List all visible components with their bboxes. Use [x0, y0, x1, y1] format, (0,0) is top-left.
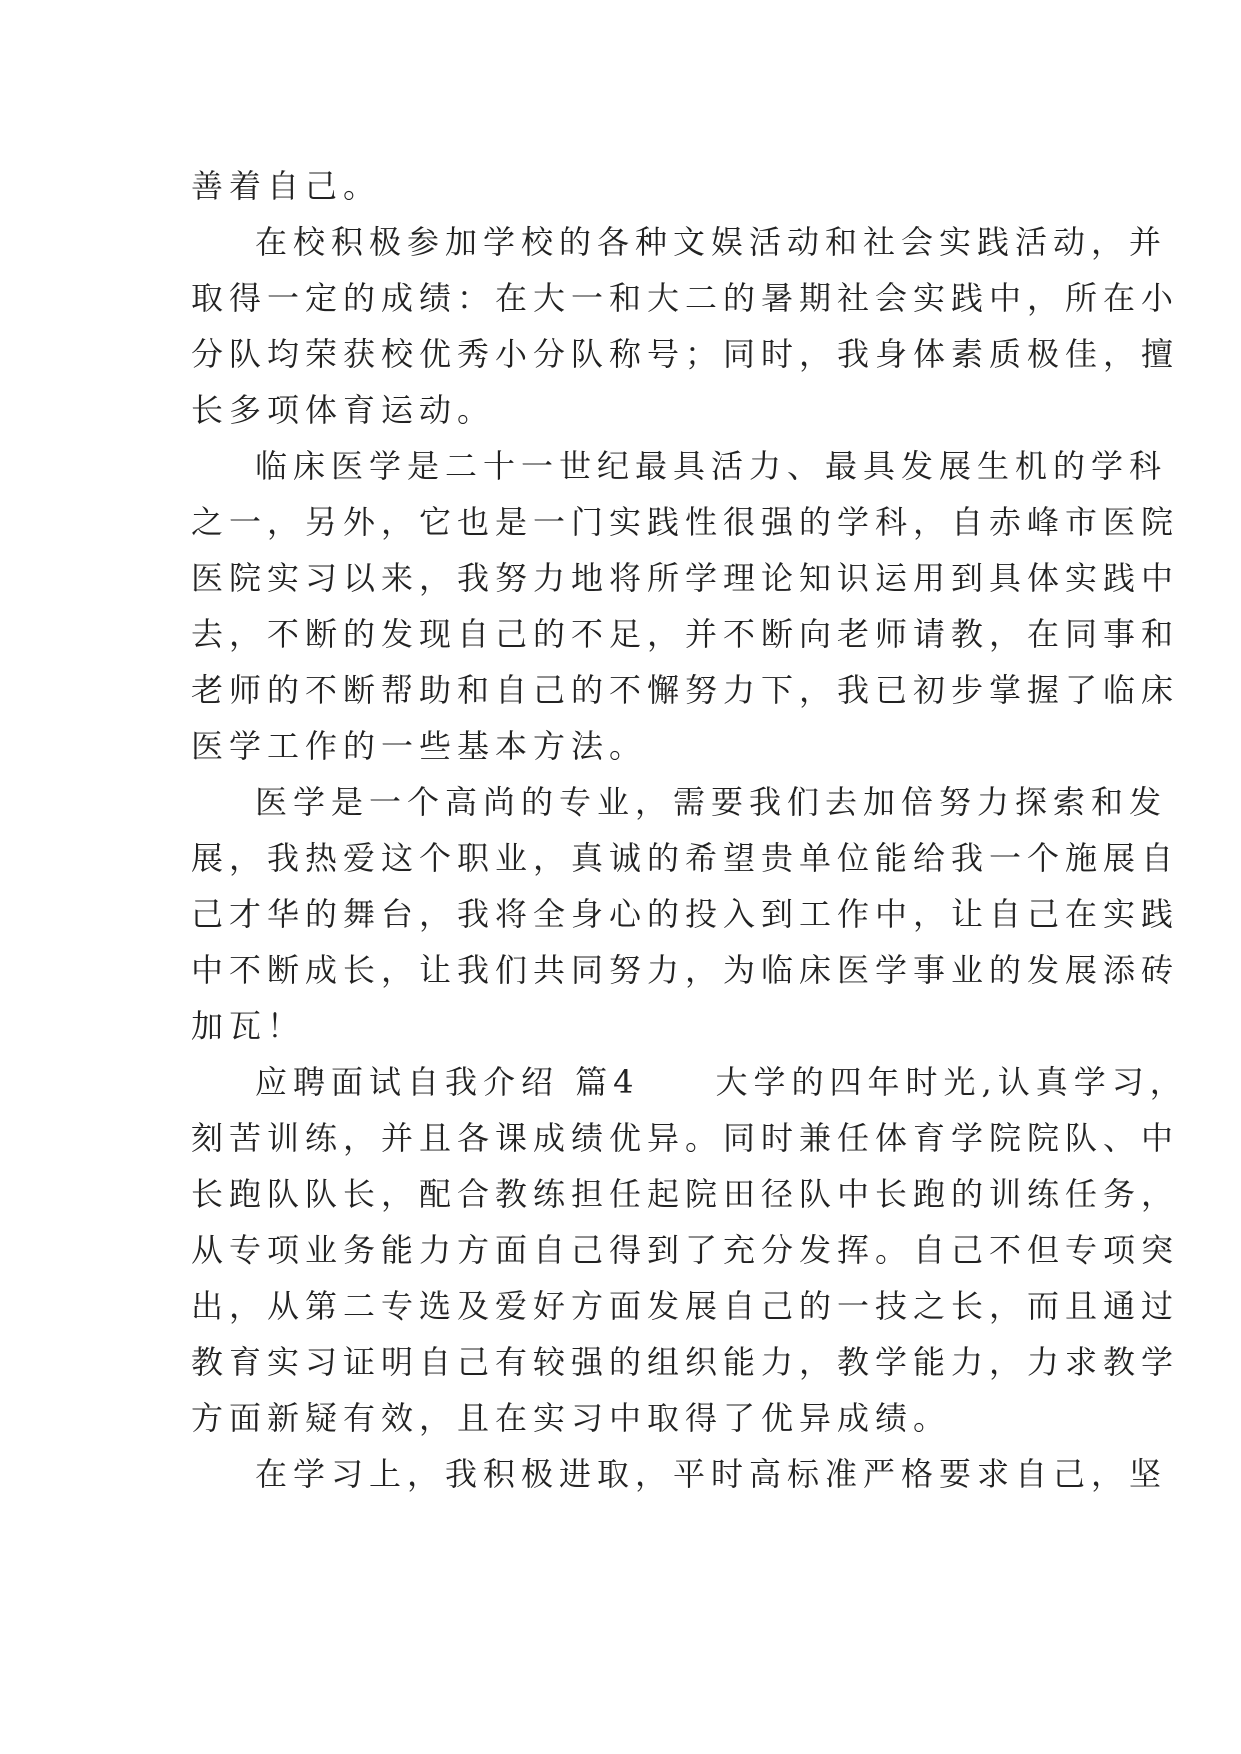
text-line: 医院实习以来，我努力地将所学理论知识运用到具体实践中	[191, 559, 1180, 597]
text-line: 展，我热爱这个职业，真诚的希望贵单位能给我一个施展自	[191, 839, 1180, 877]
text-line: 取得一定的成绩：在大一和大二的暑期社会实践中，所在小	[191, 279, 1180, 317]
text-line: 在学习上，我积极进取，平时高标准严格要求自己，坚	[255, 1455, 1168, 1493]
text-line: 长跑队队长，配合教练担任起院田径队中长跑的训练任务，	[191, 1175, 1180, 1213]
text-line: 从专项业务能力方面自己得到了充分发挥。自己不但专项突	[191, 1231, 1180, 1269]
text-line: 出，从第二专选及爱好方面发展自己的一技之长，而且通过	[191, 1287, 1180, 1325]
text-line: 老师的不断帮助和自己的不懈努力下，我已初步掌握了临床	[191, 671, 1180, 709]
text-line: 临床医学是二十一世纪最具活力、最具发展生机的学科	[255, 447, 1168, 485]
text-line: 刻苦训练，并且各课成绩优异。同时兼任体育学院院队、中	[191, 1119, 1180, 1157]
text-line: 己才华的舞台，我将全身心的投入到工作中，让自己在实践	[191, 895, 1180, 933]
text-line: 教育实习证明自己有较强的组织能力，教学能力，力求教学	[191, 1343, 1180, 1381]
text-line: 方面新疑有效，且在实习中取得了优异成绩。	[191, 1399, 952, 1437]
text-line: 去，不断的发现自己的不足，并不断向老师请教，在同事和	[191, 615, 1180, 653]
text-line: 在校积极参加学校的各种文娱活动和社会实践活动，并	[255, 223, 1168, 261]
text-line: 医学工作的一些基本方法。	[191, 727, 648, 765]
text-line: 长多项体育运动。	[191, 391, 496, 429]
text-line: 医学是一个高尚的专业，需要我们去加倍努力探索和发	[255, 783, 1168, 821]
text-line: 善着自己。	[191, 167, 382, 205]
text-line: 分队均荣获校优秀小分队称号；同时，我身体素质极佳，擅	[191, 335, 1180, 373]
text-line: 加瓦！	[191, 1007, 306, 1045]
text-line: 中不断成长，让我们共同努力，为临床医学事业的发展添砖	[191, 951, 1180, 989]
section-heading-line: 应聘面试自我介绍 篇4 大学的四年时光,认真学习，	[255, 1063, 1188, 1101]
text-line: 之一，另外，它也是一门实践性很强的学科，自赤峰市医院	[191, 503, 1180, 541]
